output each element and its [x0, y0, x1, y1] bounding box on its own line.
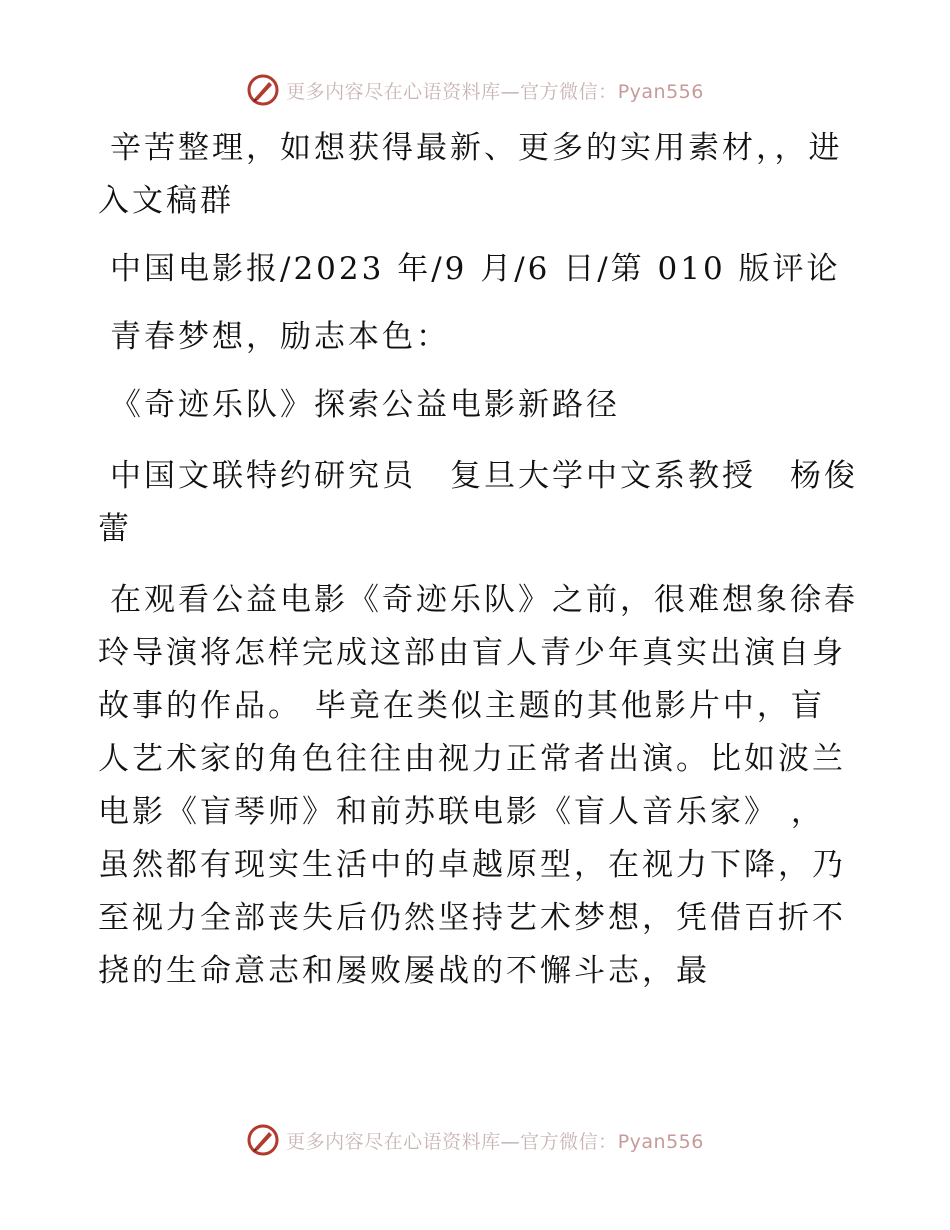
title-line-1: 青春梦想，励志本色： [110, 319, 450, 355]
quill-logo-icon [246, 73, 280, 107]
banner-wechat-id: Pyan556 [617, 1130, 704, 1153]
banner-prefix: 更多内容尽在心语资料库 [286, 1130, 501, 1153]
banner-wechat-label: 官方微信： [520, 80, 618, 103]
banner-text [286, 77, 704, 104]
banner-dash: — [500, 80, 521, 103]
title-line-2: 《奇迹乐队》探索公益电影新路径 [110, 387, 620, 423]
header-banner [0, 70, 950, 110]
banner-prefix: 更多内容尽在心语资料库 [286, 80, 501, 103]
intro-text: 辛苦整理，如想获得最新、更多的实用素材，，进入文稿群 [98, 130, 843, 219]
banner-wechat-id: Pyan556 [617, 80, 704, 103]
quill-logo-icon [246, 1123, 280, 1157]
banner-wechat-label: 官方微信： [520, 1130, 618, 1153]
banner-text [286, 1127, 704, 1154]
document-body [98, 122, 858, 998]
banner-dash: — [500, 1130, 521, 1153]
author-line: 中国文联特约研究员 复旦大学中文系教授 杨俊蕾 [98, 458, 858, 547]
source-line: 中国电影报/2023 年/9 月/6 日/第 010 版评论 [110, 251, 841, 287]
body-paragraph: 在观看公益电影《奇迹乐队》之前，很难想象徐春玲导演将怎样完成这部由盲人青少年真实出演自身故事的作品。 毕竟在类似主题的其他影片中，盲人艺术家的角色往往由视力正常者出演。比如波兰电影《盲琴师》和前苏联电影《盲人音乐家》 ，虽然都有现实生活中的卓越原型，在视力下降，乃至视力全部丧失后仍然坚持艺术梦想，凭借百折不挠的生命意志和屡败屡战的不懈斗志，最 [98, 582, 858, 989]
footer-banner [0, 1120, 950, 1160]
